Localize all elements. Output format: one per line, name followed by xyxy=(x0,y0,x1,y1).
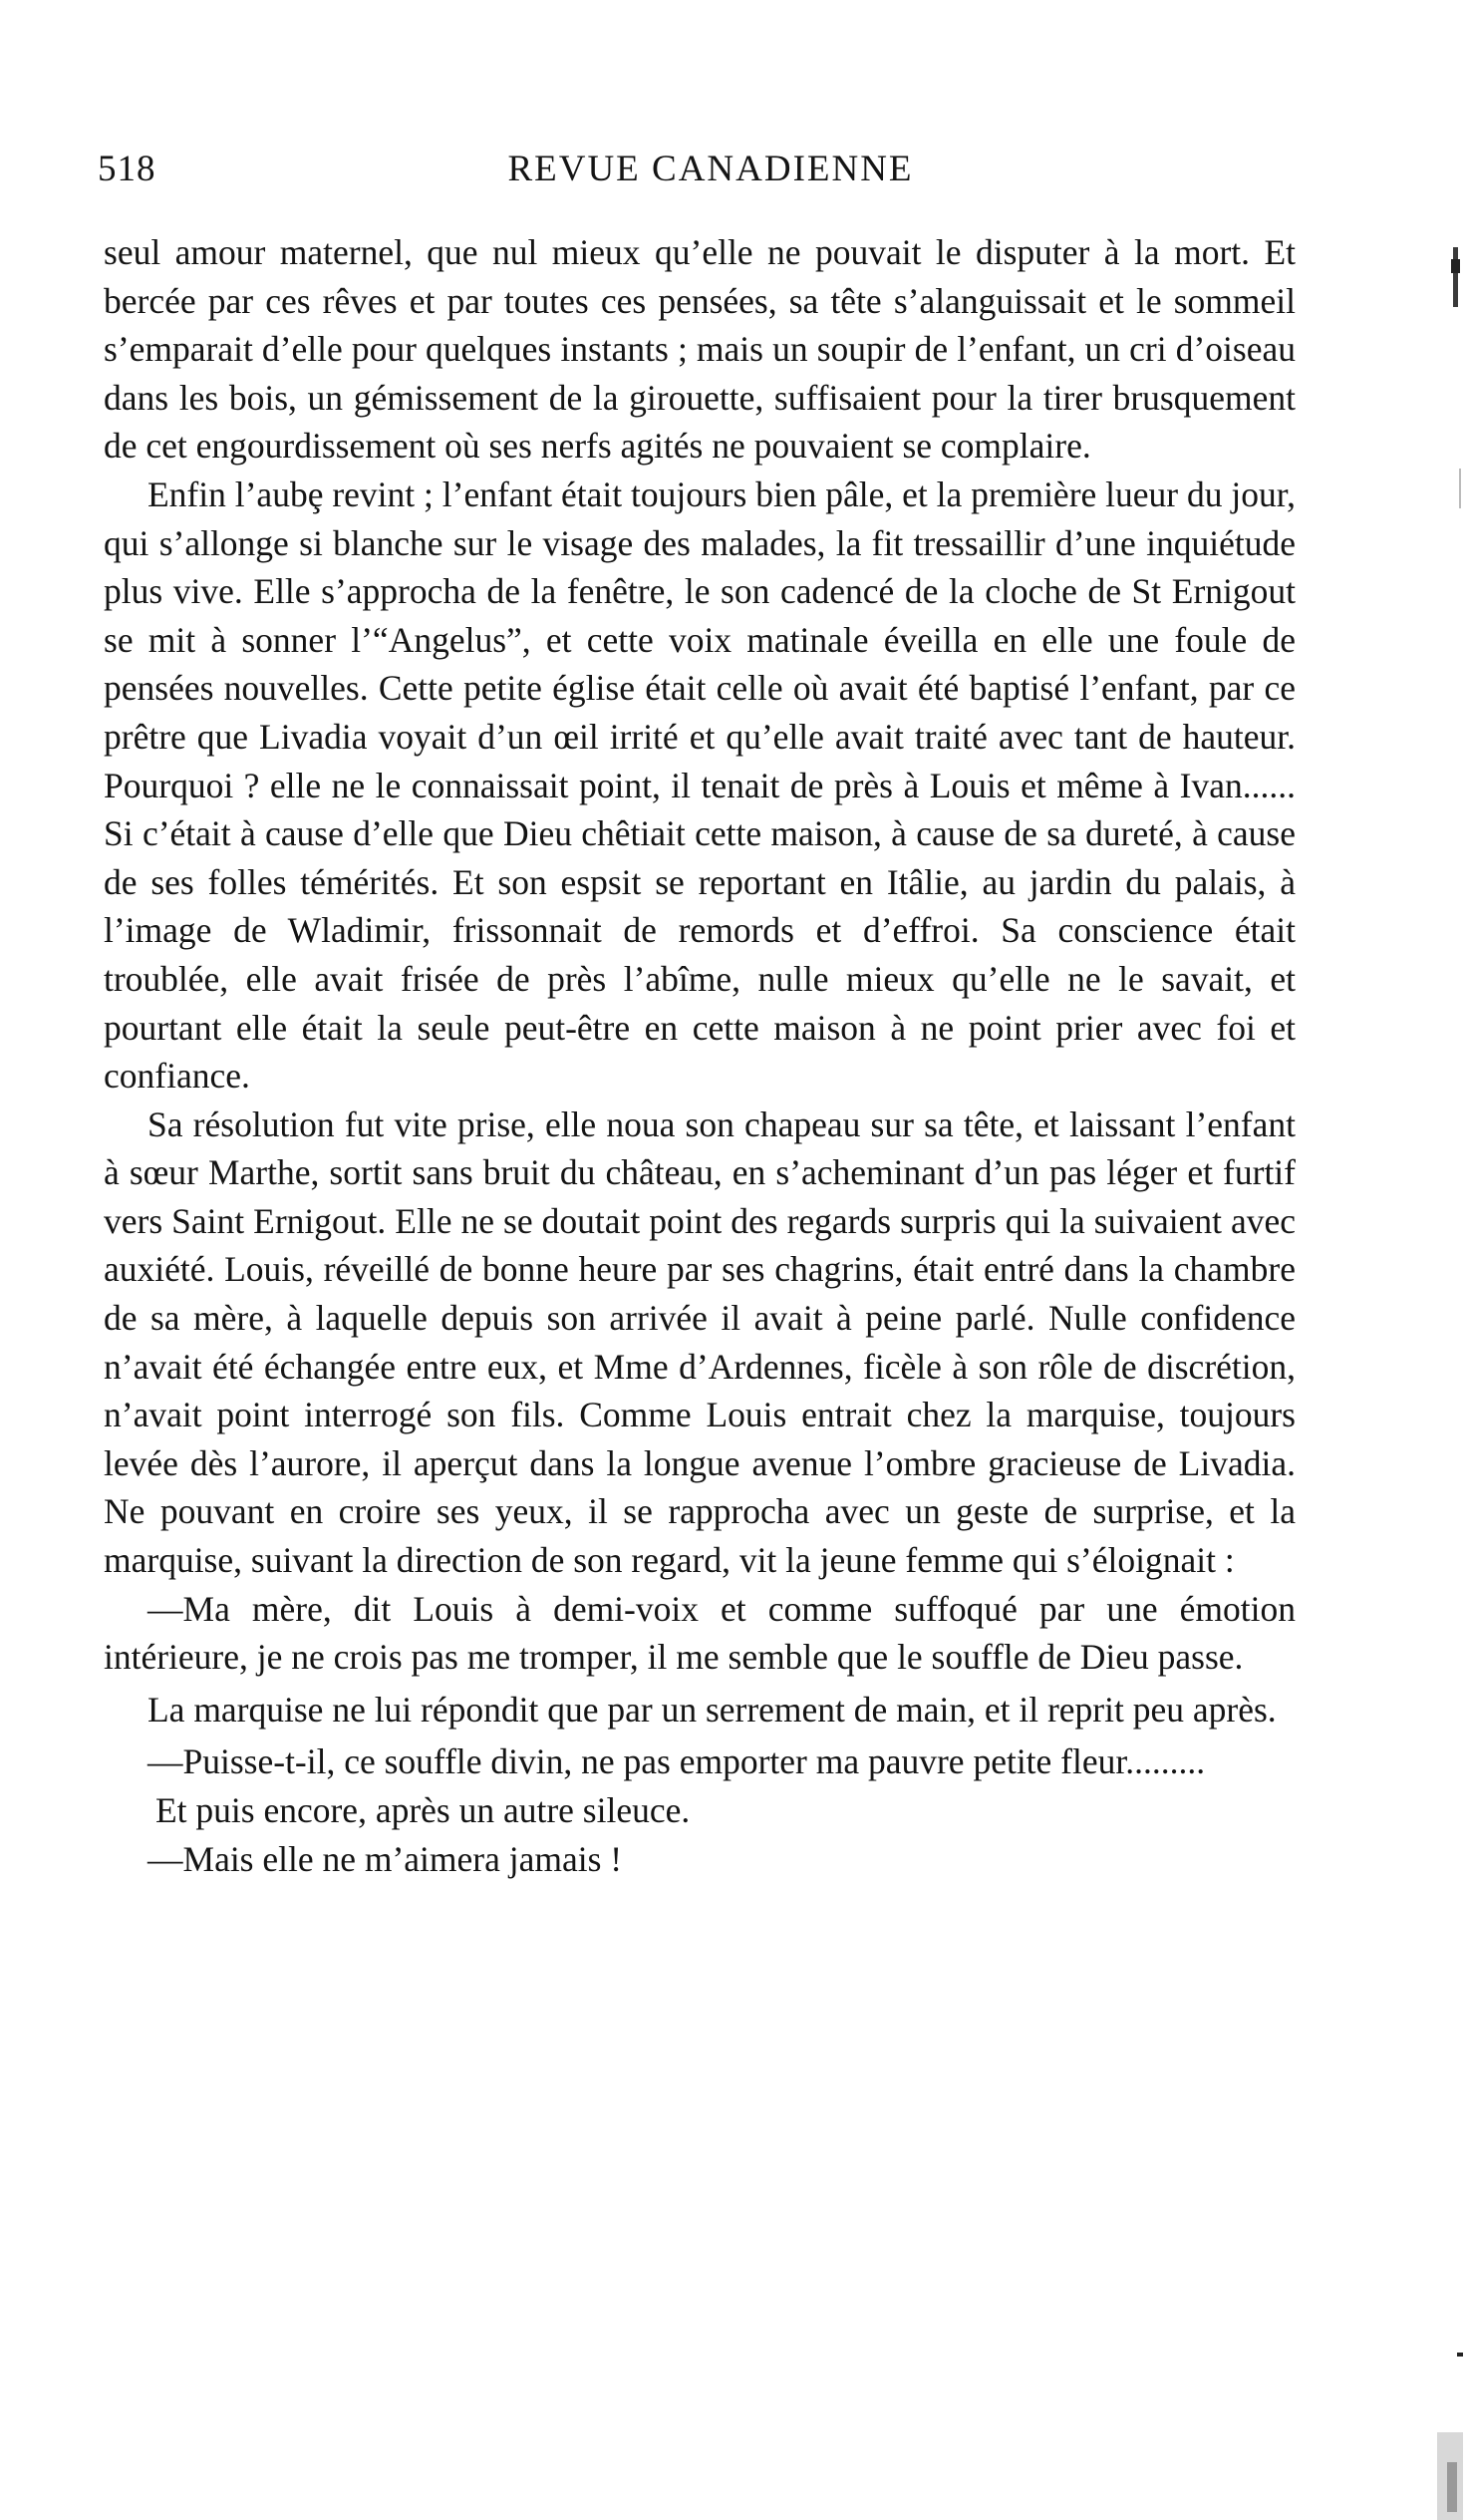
paragraph: Sa résolution fut vite prise, elle noua son chapeau sur sa tête, et laissant l’enfant à sœur Marthe, sortit sans bruit du château, en s’acheminant d’un pas léger et furtif vers Saint Ernigout. Elle ne se doutait point des regards surpris qui la suivaient avec auxiété. Louis, réveillé de bonne heure par ses chagrins, était entré dans la chambre de sa mère, à laquelle depuis son arrivée il avait à peine parlé. Nulle confidence n’avait été échangée entre eux, et Mme d’Ardennes, ficèle à son rôle de discrétion, n’avait point interrogé son fils. Comme Louis entrait chez la marquise, toujours levée dès l’aurore, il aperçut dans la longue avenue l’ombre gracieuse de Livadia. Ne pouvant en croire ses yeux, il se rapprocha avec un geste de surprise, et la marquise, suivant la direction de son regard, vit la jeune femme qui s’éloignait : xyxy=(104,1103,1296,1581)
page-header xyxy=(98,148,1304,197)
body-text xyxy=(104,228,1296,1883)
paragraph: Et puis encore, après un autre sileuce. xyxy=(155,1790,691,1830)
paragraph-dialogue: —Mais elle ne m’aimera jamais ! xyxy=(147,1838,623,1879)
paragraph-dialogue: —Ma mère, dit Louis à demi-voix et comme suffoqué par une émotion intérieure, je ne crois pas me tromper, il me semble que le souffle de Dieu passe. xyxy=(104,1588,1296,1678)
page-number: 518 xyxy=(98,149,156,189)
paragraph: Enfin l’aubȩ revint ; l’enfant était toujours bien pâle, et la première lueur du jour, qui s’allonge si blanche sur le visage des malades, la fit tressaillir d’une inquiétude plus vive. Elle s’approcha de la fenêtre, le son cadencé de la cloche de St Ernigout se mit à sonner l’“Angelus”, et cette voix matinale éveilla en elle une foule de pensées nouvelles. Cette petite église était celle où avait été baptisé l’enfant, par ce prêtre que Livadia voyait d’un œil irrité et qu’elle avait traité avec tant de hauteur. Pourquoi ? elle ne le connaissait point, il tenait de près à Louis et même à Ivan...... Si c’était à cause d’elle que Dieu chêtiait cette maison, à cause de sa dureté, à cause de ses folles témérités. Et son espsit se reportant en Itâlie, au jardin du palais, à l’image de Wladimir, frissonnait de remords et d’effroi. Sa conscience était troublée, elle avait frisée de près l’abîme, nulle mieux qu’elle ne le savait, et pourtant elle était la seule peut-être en cette maison à ne point prier avec foi et confiance. xyxy=(104,473,1296,1097)
running-title: REVUE CANADIENNE xyxy=(507,149,914,189)
paragraph-dialogue: —Puisse-t-il, ce souffle divin, ne pas emporter ma pauvre petite fleur......... xyxy=(147,1741,1206,1782)
paragraph: La marquise ne lui répondit que par un serrement de main, et il reprit peu après. xyxy=(147,1689,1277,1730)
paragraph: seul amour maternel, que nul mieux qu’elle ne pouvait le disputer à la mort. Et bercée par ces rêves et par toutes ces pensées, sa tête s’alanguissait et le sommeil s’emparait d’elle pour quelques instants ; mais un soupir de l’enfant, un cri d’oiseau dans les bois, un gémissement de la girouette, suffisaient pour la tirer brusquement de cet engourdissement où ses nerfs agités ne pouvaient se complaire. xyxy=(104,232,1296,467)
scan-edge-marks xyxy=(1407,0,1467,2520)
